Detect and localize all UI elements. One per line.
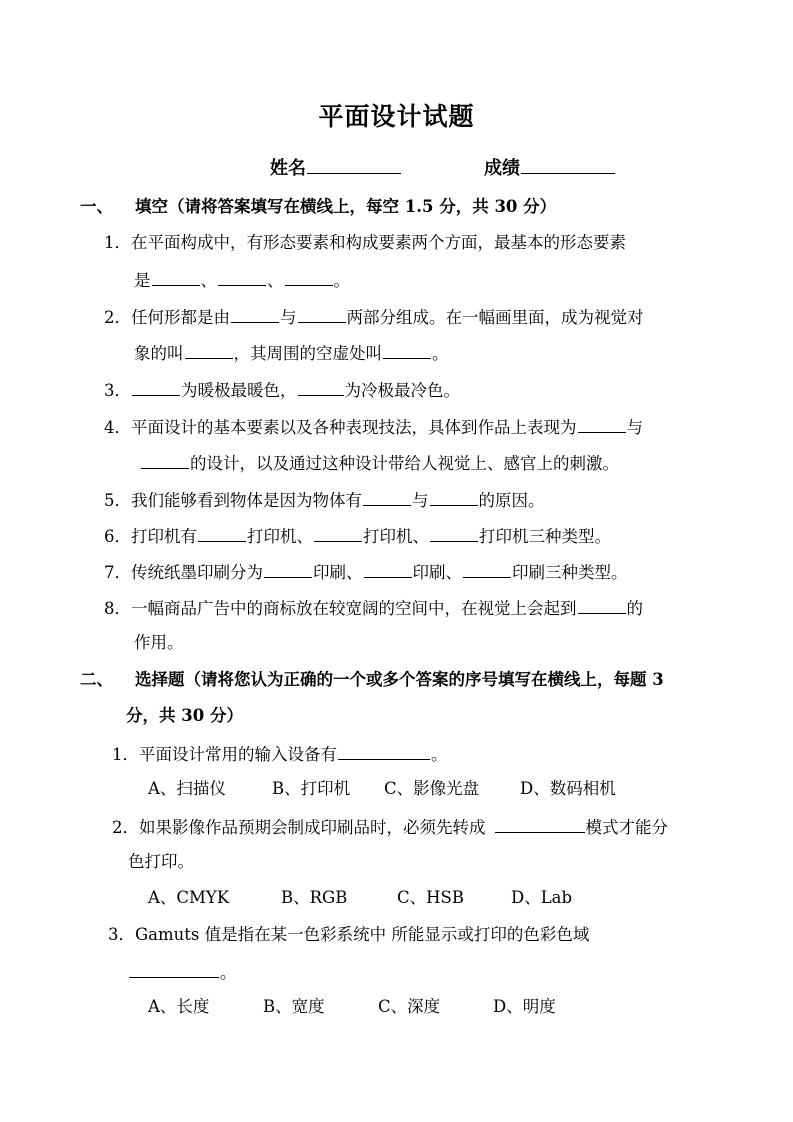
question-text: 传统纸墨印刷分为 (131, 563, 263, 582)
question-text: 为冷极最冷色。 (344, 381, 460, 400)
question-text: 我们能够看到物体是因为物体有 (131, 491, 362, 510)
section1-title: 填空（请将答案填写在横线上，每空 1.5 分，共 30 分） (135, 197, 557, 216)
question-text: Gamuts 值是指在某一色彩系统中 所能显示或打印的色彩色域 (135, 925, 590, 944)
question-text: 象的叫 (134, 344, 184, 363)
option-a[interactable]: A、CMYK (148, 888, 230, 907)
option-a[interactable]: A、扫描仪 (148, 779, 226, 798)
fill-q3 (104, 378, 460, 402)
section2-number: 二、 (80, 670, 113, 689)
question-text: 色打印。 (128, 852, 194, 871)
fill-q7 (104, 560, 628, 584)
choice-q3-line1 (108, 924, 589, 946)
question-text: 。 (220, 963, 237, 982)
question-number: 2． (104, 308, 131, 327)
choice-q2-line1 (112, 815, 668, 839)
question-text: 打印机三种类型。 (479, 527, 611, 546)
answer-blank[interactable] (364, 560, 412, 578)
question-text: 平面设计常用的输入设备有 (139, 745, 337, 764)
question-number: 3． (104, 381, 131, 400)
question-text: 如果影像作品预期会制成印刷品时，必须先转成 (139, 818, 486, 837)
answer-blank[interactable] (132, 378, 180, 396)
answer-blank[interactable] (285, 268, 333, 286)
question-number: 6． (104, 527, 131, 546)
score-blank[interactable] (521, 156, 615, 174)
question-text: 任何形都是由 (131, 308, 230, 327)
option-b[interactable]: B、宽度 (263, 997, 325, 1016)
option-b[interactable]: B、打印机 (272, 779, 351, 798)
choice-q3-options (148, 996, 556, 1018)
question-text: 是 (134, 271, 151, 290)
question-text: 的原因。 (478, 491, 545, 510)
question-text: 平面设计的基本要素以及各种表现技法，具体到作品上表现为 (131, 418, 577, 437)
question-text: 。 (333, 271, 350, 290)
question-text: 两部分组成。在一幅画里面，成为视觉对 (346, 308, 644, 327)
fill-q8-line2 (134, 632, 184, 654)
option-a[interactable]: A、长度 (148, 997, 210, 1016)
name-blank[interactable] (307, 156, 401, 174)
question-text: 一幅商品广告中的商标放在较宽阔的空间中，在视觉上会起到 (131, 599, 577, 618)
question-text: 打印机有 (131, 527, 197, 546)
option-d[interactable]: D、明度 (493, 997, 556, 1016)
fill-q6 (104, 524, 611, 548)
section2-heading (80, 669, 664, 691)
question-text: 、 (267, 271, 284, 290)
question-text: 打印机、 (247, 527, 313, 546)
question-text: 与 (280, 308, 297, 327)
section2-heading-cont (126, 705, 243, 727)
answer-blank[interactable] (314, 524, 362, 542)
question-text: 。 (431, 745, 448, 764)
answer-blank[interactable] (218, 268, 266, 286)
answer-blank[interactable] (298, 378, 344, 396)
question-text: 。 (432, 344, 449, 363)
answer-blank[interactable] (141, 451, 189, 469)
answer-blank[interactable] (363, 488, 411, 506)
option-c[interactable]: C、影像光盘 (384, 779, 480, 798)
question-text: 的设计，以及通过这种设计带给人视觉上、感官上的刺激。 (190, 454, 619, 473)
score-label: 成绩 (484, 158, 520, 179)
section2-title: 选择题（请将您认为正确的一个或多个答案的序号填写在横线上，每题 3 (135, 670, 664, 689)
answer-blank[interactable] (298, 305, 346, 323)
choice-q3-line2 (128, 960, 237, 984)
answer-blank[interactable] (185, 341, 233, 359)
question-number: 2． (112, 818, 139, 837)
option-c[interactable]: C、深度 (378, 997, 441, 1016)
question-number: 3． (108, 925, 135, 944)
section1-heading (80, 196, 556, 218)
option-b[interactable]: B、RGB (281, 888, 348, 907)
answer-blank[interactable] (338, 742, 430, 760)
answer-blank[interactable] (264, 560, 312, 578)
choice-q1 (112, 742, 448, 766)
question-text: 作用。 (134, 633, 184, 652)
fill-q4-line1 (104, 415, 643, 439)
fill-q1-line2 (134, 268, 350, 292)
question-number: 4． (104, 418, 131, 437)
question-number: 8． (104, 599, 131, 618)
fill-q2-line1 (104, 305, 644, 329)
question-text: ，其周围的空虚处叫 (233, 344, 382, 363)
name-label: 姓名 (270, 158, 306, 179)
choice-q1-options (148, 778, 616, 800)
fill-q4-line2 (140, 451, 619, 475)
question-text: 印刷、 (313, 563, 363, 582)
question-text: 模式才能分 (585, 818, 668, 837)
answer-blank[interactable] (129, 960, 219, 978)
answer-blank[interactable] (578, 596, 626, 614)
fill-q2-line2 (134, 341, 449, 365)
option-d[interactable]: D、数码相机 (520, 779, 616, 798)
answer-blank[interactable] (430, 488, 478, 506)
question-text: 打印机、 (363, 527, 429, 546)
section2-title-cont: 分，共 30 分） (126, 706, 243, 725)
option-c[interactable]: C、HSB (397, 888, 464, 907)
page-title: 平面设计试题 (318, 102, 475, 131)
option-d[interactable]: D、Lab (511, 888, 573, 907)
fill-q8-line1 (104, 596, 643, 620)
answer-blank[interactable] (495, 815, 585, 833)
answer-blank[interactable] (383, 341, 431, 359)
answer-blank[interactable] (463, 560, 511, 578)
section1-number: 一、 (80, 197, 113, 216)
question-text: 与 (626, 418, 643, 437)
fill-q1-line1 (104, 232, 626, 254)
question-number: 1． (104, 233, 131, 252)
answer-blank[interactable] (430, 524, 478, 542)
question-number: 5． (104, 491, 131, 510)
question-number: 7． (104, 563, 131, 582)
question-text: 印刷三种类型。 (512, 563, 628, 582)
answer-blank[interactable] (231, 305, 279, 323)
question-number: 1． (112, 745, 139, 764)
answer-blank[interactable] (578, 415, 626, 433)
question-text: 印刷、 (412, 563, 462, 582)
choice-q2-line2 (128, 851, 194, 873)
choice-q2-options (148, 887, 572, 909)
question-text: 为暖极最暖色， (181, 381, 297, 400)
fill-q5 (104, 488, 545, 512)
question-text: 、 (200, 271, 217, 290)
answer-blank[interactable] (198, 524, 246, 542)
name-field (270, 156, 402, 180)
score-field (484, 156, 616, 180)
question-text: 的 (626, 599, 643, 618)
question-text: 在平面构成中，有形态要素和构成要素两个方面，最基本的形态要素 (131, 233, 626, 252)
question-text: 与 (412, 491, 429, 510)
answer-blank[interactable] (152, 268, 200, 286)
